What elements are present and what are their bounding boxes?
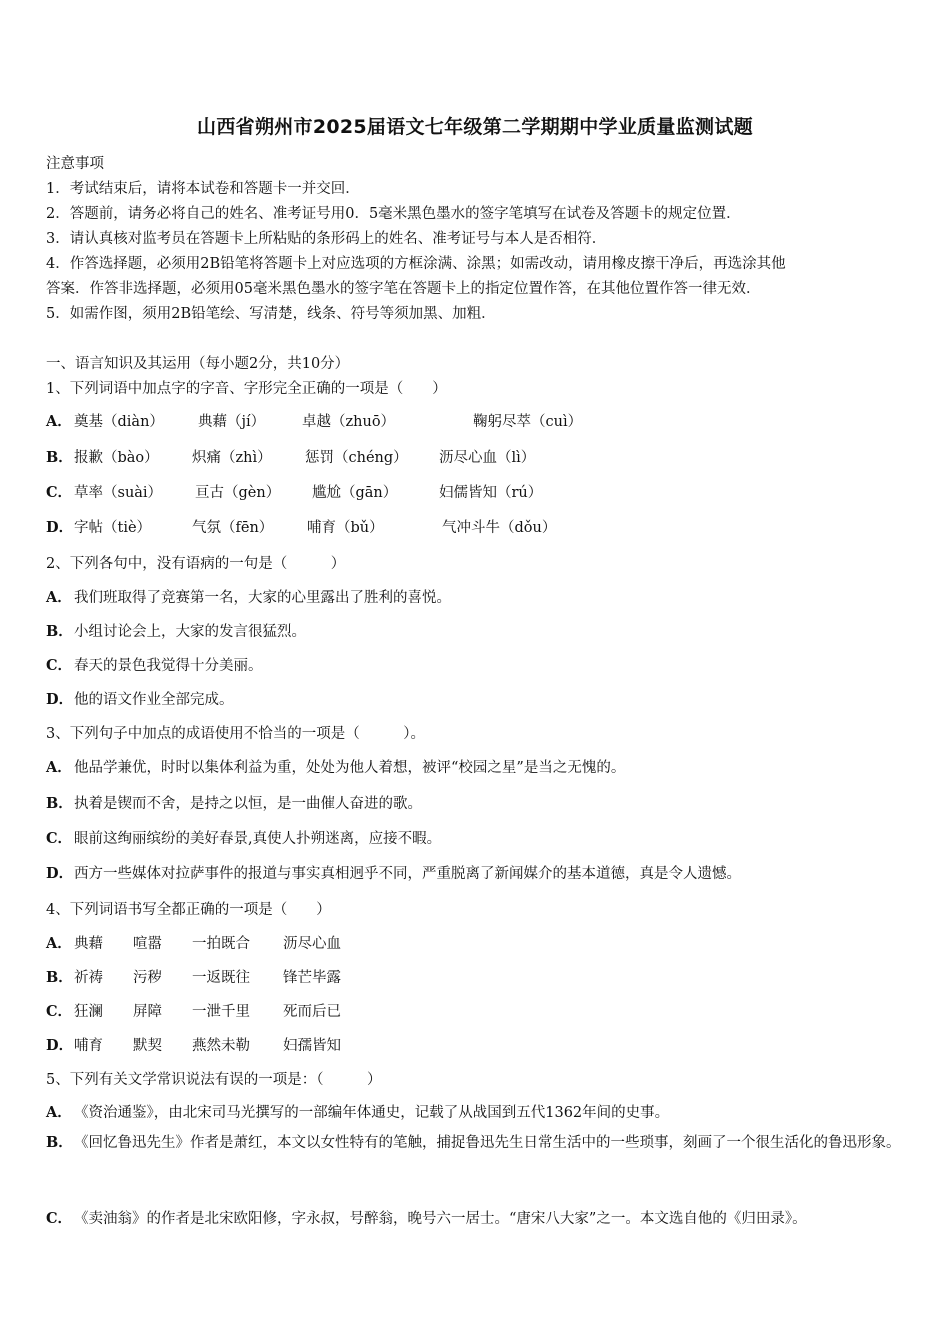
option-label: B． [46, 795, 73, 812]
answer-option [46, 481, 543, 502]
answer-option [46, 516, 557, 537]
option-text: 我们班取得了竞赛第一名，大家的心里露出了胜利的喜悦。 [74, 590, 451, 606]
option-label: C． [46, 830, 73, 847]
option-term: 卓越（zhuō） [302, 414, 396, 430]
option-term: 惩罚（chéng） [305, 450, 408, 466]
option-label: C． [46, 1210, 73, 1227]
option-term: 燕然未勒 [192, 1038, 250, 1054]
option-label: D． [46, 865, 74, 882]
notice-item: 1．考试结束后，请将本试卷和答题卡一并交回． [46, 181, 360, 197]
option-text: 他的语文作业全部完成。 [74, 692, 234, 708]
option-label: B． [46, 623, 73, 640]
option-term: 沥尽心血 [283, 936, 341, 952]
answer-option [46, 1124, 906, 1162]
option-term: 沥尽心血（lì） [439, 450, 536, 466]
answer-option [46, 654, 263, 675]
option-term: 一返既往 [192, 970, 250, 986]
option-term: 污秽 [133, 970, 162, 986]
option-term: 草率（suài） [74, 485, 163, 501]
answer-option [46, 1207, 807, 1228]
answer-option [46, 932, 341, 953]
option-term: 狂澜 [74, 1004, 103, 1020]
option-label: A． [46, 413, 72, 430]
option-term: 典藉（jí） [198, 414, 266, 430]
option-term: 喧嚣 [133, 936, 162, 952]
answer-option [46, 410, 583, 431]
option-term: 气冲斗牛（dǒu） [442, 520, 557, 536]
section-heading: 一、语言知识及其运用（每小题2分，共10分） [46, 356, 350, 372]
option-term: 一拍既合 [192, 936, 250, 952]
option-term: 鞠躬尽萃（cuì） [473, 414, 583, 430]
answer-option [46, 827, 441, 848]
notice-item: 5．如需作图，须用2B铅笔绘、写清楚，线条、符号等须加黑、加粗． [46, 306, 496, 322]
option-text: 小组讨论会上，大家的发言很猛烈。 [74, 624, 306, 640]
option-text: 执着是锲而不舍，是持之以恒，是一曲催人奋进的歌。 [74, 796, 422, 812]
option-label: A． [46, 935, 72, 952]
notice-item: 3．请认真核对监考员在答题卡上所粘贴的条形码上的姓名、准考证号与本人是否相符． [46, 231, 607, 247]
answer-option [46, 586, 451, 607]
option-term: 奠基（diàn） [74, 414, 164, 430]
option-label: C． [46, 657, 73, 674]
answer-option [46, 756, 625, 777]
option-term: 默契 [133, 1038, 162, 1054]
option-term: 气氛（fēn） [192, 520, 274, 536]
question-stem: 4、下列词语书写全都正确的一项是（ ） [46, 902, 331, 918]
option-text: 眼前这绚丽缤纷的美好春景,真使人扑朔迷离，应接不暇。 [74, 831, 442, 847]
option-label: B． [46, 449, 73, 466]
option-text: 《卖油翁》的作者是北宋欧阳修，字永叔，号醉翁，晚号六一居士。“唐宋八大家”之一。本文选自他的《归田录》。 [74, 1211, 807, 1227]
option-term: 报歉（bào） [74, 450, 159, 466]
option-text: 西方一些媒体对拉萨事件的报道与事实真相迥乎不同，严重脱离了新闻媒介的基本道德，真是令人遗憾。 [74, 866, 741, 882]
answer-option [46, 792, 422, 813]
option-label: B． [46, 1134, 73, 1151]
option-term: 哺育 [74, 1038, 103, 1054]
notice-item: 4．作答选择题，必须用2B铅笔将答题卡上对应选项的方框涂满、涂黑；如需改动，请用橡皮擦干净后，再选涂其他 [46, 256, 786, 272]
option-term: 祈祷 [74, 970, 103, 986]
option-label: B． [46, 969, 73, 986]
option-label: D． [46, 1037, 74, 1054]
answer-option [46, 1034, 341, 1055]
option-term: 字帖（tiè） [74, 520, 152, 536]
answer-option [46, 446, 536, 467]
question-stem: 1、下列词语中加点字的字音、字形完全正确的一项是（ ） [46, 381, 447, 397]
option-term: 炽痛（zhì） [192, 450, 272, 466]
option-term: 锋芒毕露 [283, 970, 341, 986]
answer-option [46, 862, 741, 883]
answer-option [46, 620, 306, 641]
notice-item-continued: 答案．作答非选择题，必须用05毫米黑色墨水的签字笔在答题卡上的指定位置作答，在其他位置作答一律无效． [46, 281, 761, 297]
answer-option [46, 1101, 669, 1122]
answer-option [46, 966, 341, 987]
option-label: A． [46, 1104, 72, 1121]
option-label: A． [46, 759, 72, 776]
page-title: 山西省朔州市2025届语文七年级第二学期期中学业质量监测试题 [197, 116, 753, 138]
option-term: 妇孺皆知 [283, 1038, 341, 1054]
option-label: A． [46, 589, 72, 606]
option-term: 一泄千里 [192, 1004, 250, 1020]
option-term: 尴尬（gān） [312, 485, 398, 501]
option-label: C． [46, 1003, 73, 1020]
question-stem: 2、下列各句中，没有语病的一句是（ ） [46, 556, 346, 572]
option-term: 屏障 [133, 1004, 162, 1020]
question-stem: 3、下列句子中加点的成语使用不恰当的一项是（ ）。 [46, 726, 425, 742]
question-stem: 5、下列有关文学常识说法有误的一项是：（ ） [46, 1072, 382, 1088]
option-text: 《资治通鉴》，由北宋司马光撰写的一部编年体通史，记载了从战国到五代1362年间的史事。 [74, 1105, 670, 1121]
option-label: D． [46, 691, 74, 708]
option-text: 他品学兼优，时时以集体利益为重，处处为他人着想，被评“校园之星”是当之无愧的。 [74, 760, 626, 776]
notice-heading: 注意事项 [46, 156, 104, 172]
option-text: 春天的景色我觉得十分美丽。 [74, 658, 263, 674]
option-term: 典藉 [74, 936, 103, 952]
option-label: C． [46, 484, 73, 501]
option-term: 亘古（gèn） [195, 485, 281, 501]
option-term: 哺育（bǔ） [307, 520, 384, 536]
option-term: 死而后已 [283, 1004, 341, 1020]
option-label: D． [46, 519, 74, 536]
option-term: 妇儒皆知（rú） [439, 485, 543, 501]
answer-option [46, 1000, 341, 1021]
answer-option [46, 688, 234, 709]
notice-item: 2．答题前，请务必将自己的姓名、准考证号用0．5毫米黑色墨水的签字笔填写在试卷及答题卡的规定位置． [46, 206, 741, 222]
option-text: 《回忆鲁迅先生》作者是萧红，本文以女性特有的笔触，捕捉鲁迅先生日常生活中的一些琐事，刻画了一个很生活化的鲁迅形象。 [74, 1135, 901, 1151]
